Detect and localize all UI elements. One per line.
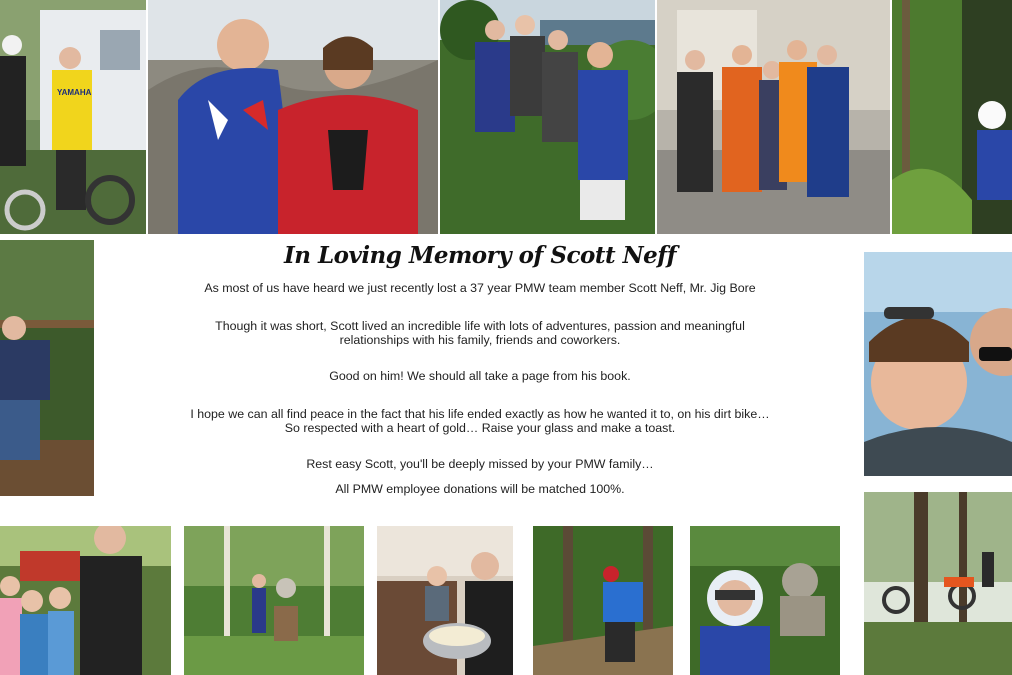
memorial-title: In Loving Memory of Scott Neff [283,242,677,269]
memorial-paragraph-donations: All PMW employee donations will be matched 100%. [335,482,625,496]
memorial-text-block [110,240,850,510]
memorial-paragraph-life: Though it was short, Scott lived an incredible life with lots of adventures, passion and meaningful relationships with his family, friends and coworkers. [215,319,745,347]
memorial-paragraph-rest-easy: Rest easy Scott, you'll be deeply missed by your PMW family… [306,457,654,471]
memorial-paragraph-peace: I hope we can all find peace in the fact that his life ended exactly as how he wanted it to, on his dirt bike… So respected with a heart of gold… Raise your glass and make a toast. [190,407,770,435]
memorial-paragraph-intro: As most of us have heard we just recently lost a 37 year PMW team member Scott Neff, Mr. Jig Bore [204,281,756,295]
photo-helmet-with-statue [690,526,840,675]
photo-riders-by-van [0,0,146,234]
memorial-paragraph-good-on-him: Good on him! We should all take a page from his book. [329,369,631,383]
photo-bikes-in-woods [864,492,1012,675]
photo-man-on-deck [0,240,94,496]
photo-couple-on-rocks [148,0,438,234]
photo-selfie-sunglasses [864,252,1012,476]
photo-rider-in-woods [892,0,1012,234]
photo-family-kids [0,526,171,675]
photo-rider-in-forest-trail [533,526,673,675]
photo-memorial-statue [184,526,364,675]
photo-popcorn-couch [377,526,513,675]
photo-family-forest [440,0,655,234]
photo-group-garage [657,0,890,234]
jersey-text: YAMAHA [57,88,92,97]
